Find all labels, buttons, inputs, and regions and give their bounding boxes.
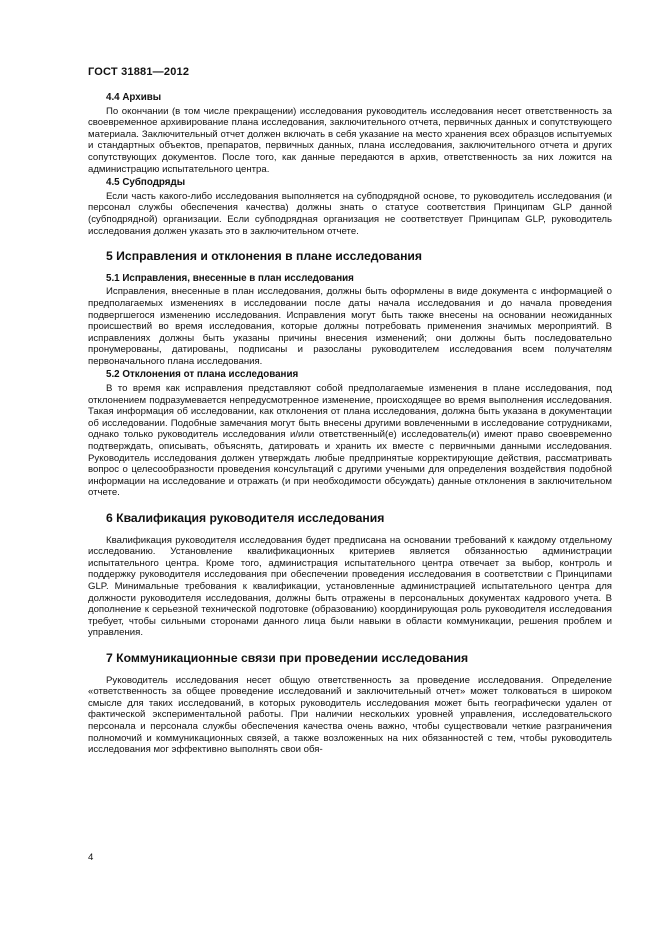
subsection-title-5-2: 5.2 Отклонения от плана исследования bbox=[106, 369, 299, 381]
section-title-5: 5 Исправления и отклонения в плане исследования bbox=[106, 249, 423, 264]
subsection-title-4-5: 4.5 Субподряды bbox=[106, 177, 186, 189]
paragraph-4-5: Если часть какого-либо исследования выполняется на субподрядной основе, то руководитель исследования (и персонал службы обеспечения качества) должны знать о статусе соответствия Принципам GLP данной (субподрядной) организации. Если субподрядная организация не соответствует Принципам GLP, руководитель исследования должен указать это в заключительном отчете. bbox=[88, 190, 612, 237]
paragraph-4-4: По окончании (в том числе прекращении) исследования руководитель исследования несет ответственность за своевременное архивирование плана исследования, заключительного отчета, первичных данных и сопутствующего материала. Заключительный отчет должен включать в себя указание на место хранения всех образцов испытуемых и стандартных объектов, препаратов, первичных данных, плана исследования, заключительного отчета и других сопутствующих документов. После того, как данные передаются в архив, ответственность за них ложится на администрацию испытательного центра. bbox=[88, 105, 612, 175]
section-title-6: 6 Квалификация руководителя исследования bbox=[106, 511, 385, 525]
document-header: ГОСТ 31881—2012 bbox=[88, 66, 190, 78]
paragraph-7: Руководитель исследования несет общую ответственность за проведение исследования. Определение «ответственность за общее проведение исследований и заключительный отчет» может толковаться в широком смысле для таких исследований, в которых руководитель исследования может быть географически удален от фактической экспериментальной работы. При наличии нескольких уровней управления, исследовательского персонала и персонала службы обеспечения качества очень важно, чтобы существовали четкие разграничения полномочий и коммуникационных связей, а также возложенных на них обязанностей с тем, чтобы руководитель исследования мог эффективно выполнять свои обя- bbox=[88, 674, 612, 756]
section-title-7: 7 Коммуникационные связи при проведении исследования bbox=[106, 650, 469, 665]
subsection-title-4-4: 4.4 Архивы bbox=[106, 92, 162, 103]
page-number: 4 bbox=[88, 852, 94, 863]
subsection-title-5-1: 5.1 Исправления, внесенные в план исследования bbox=[106, 272, 354, 284]
page-content bbox=[88, 92, 612, 756]
paragraph-6: Квалификация руководителя исследования будет предписана на основании требований к каждому отдельному исследованию. Установление квалификационных критериев является обязанностью администрации испытательного центра. Кроме того, администрация испытательного центра отвечает за выбор, контроль и поддержку руководителя исследования при обеспечении проведения исследования в соответствии с Принципами GLP. Минимальные требования к квалификации, установленные администрацией испытательного центра для должности руководителя исследования, должны быть отражены в персональных документах кадрового учета. В дополнение к серьезной технической подготовке (образованию) координирующая роль руководителя исследования требует, чтобы сильными сторонами данного лица были навыки в области коммуникации, решения проблем и управления. bbox=[88, 534, 612, 639]
paragraph-5-1: Исправления, внесенные в план исследования, должны быть оформлены в виде документа с информацией о предполагаемых изменениях в исследовании после даты начала исследования и до начала проведения подвергшегося изменению исследования. Исправления могут быть также внесены на основании неожиданных происшествий во время исследования, которые должны потребовать применения значимых мероприятий. В исправлениях должны быть указаны причины внесения изменений; они должны быть последовательно пронумерованы, датированы, подписаны и разосланы руководителем исследования всем получателям первоначального плана исследования. bbox=[88, 286, 612, 367]
paragraph-5-2: В то время как исправления представляют собой предполагаемые изменения в плане исследования, под отклонением подразумевается непредусмотренное изменение, происходящее во время выполнения исследования. Такая информация об исследовании, как отклонения от плана исследования, должна быть указана в документации об исследовании. Подобные замечания могут быть внесены другими вовлеченными в исследование сотрудниками, однако только руководитель исследования и/или ответственный(е) исследователь(и) имеют право своевременно подтверждать, описывать, объяснять, датировать и хранить их вместе с первичными данными исследования. Руководитель исследования должен утверждать любые предпринятые корректирующие действия, рассматривать вопрос о целесообразности проведения консультаций с другими учеными для определения воздействия подобной информации на исследование и отражать (и при необходимости обсуждать) данные отклонения в заключительном отчете. bbox=[88, 383, 612, 499]
